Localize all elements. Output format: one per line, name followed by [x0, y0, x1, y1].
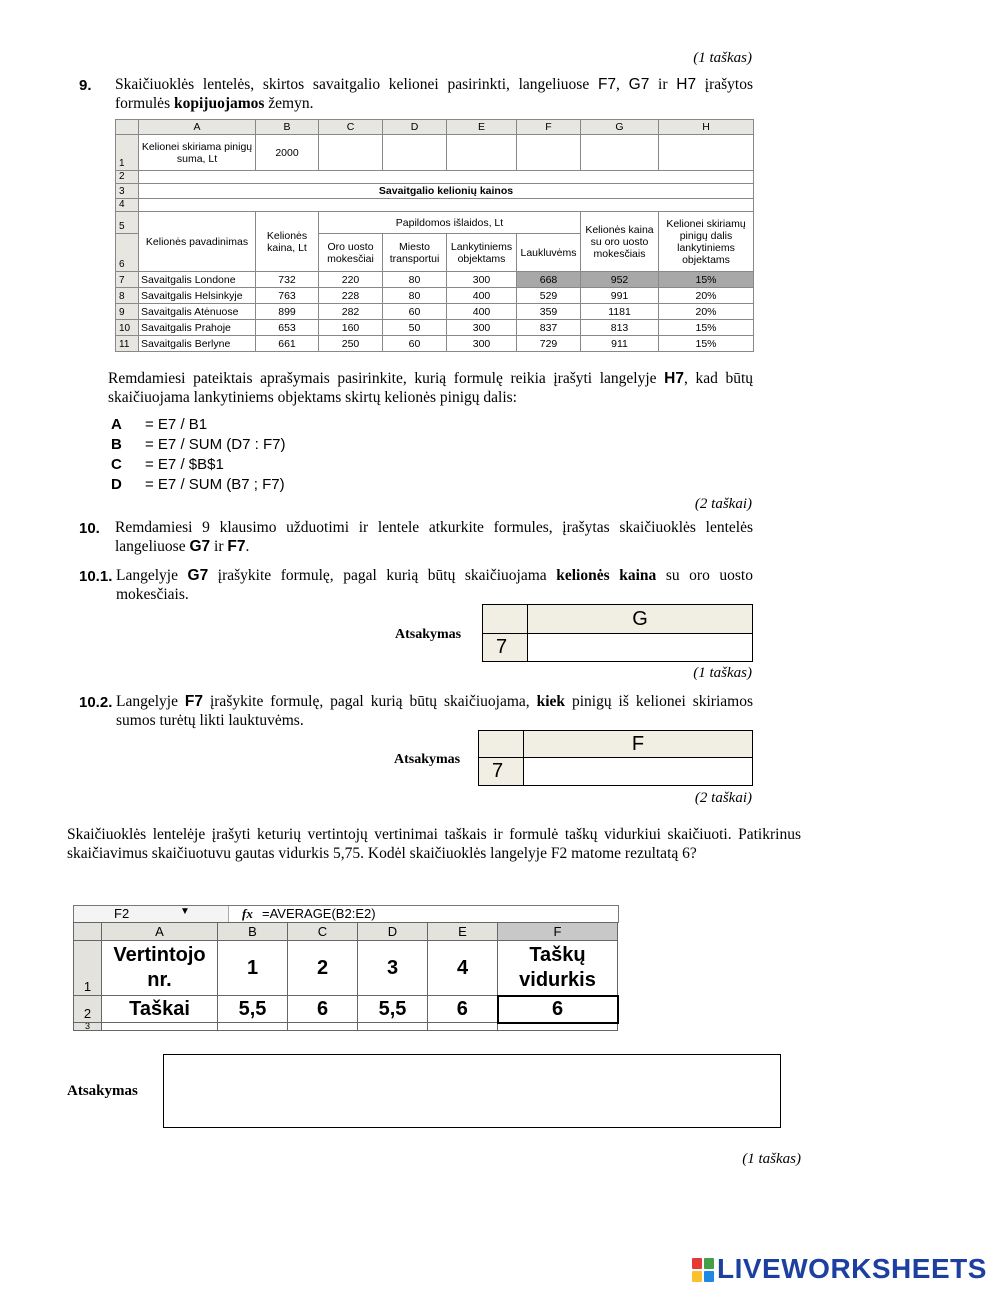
- airport-fee: 250: [319, 336, 383, 352]
- row-header: 3: [116, 184, 139, 199]
- header-leisure: Laukluvėms: [517, 234, 581, 272]
- airport-fee: 220: [319, 272, 383, 288]
- score-2: 6: [288, 996, 358, 1023]
- row-header: 7: [116, 272, 139, 288]
- col-f: F: [517, 120, 581, 135]
- table-title: Savaitgalio kelionių kainos: [139, 184, 754, 199]
- average-label: Taškų vidurkis: [498, 941, 618, 996]
- col-g-header: G: [528, 605, 753, 634]
- score-1: 5,5: [218, 996, 288, 1023]
- rater-label: Vertintojo nr.: [102, 941, 218, 996]
- rater-2: 2: [288, 941, 358, 996]
- trip-name: Savaitgalis Londone: [139, 272, 256, 288]
- q10-1-number: 10.1.: [79, 568, 113, 585]
- formula-text[interactable]: =AVERAGE(B2:E2): [262, 906, 376, 921]
- column-header-row: [116, 120, 754, 135]
- trip-price: 661: [256, 336, 319, 352]
- sheet-row-3: [116, 184, 754, 199]
- points-label: Taškai: [102, 996, 218, 1023]
- travel-spreadsheet: [115, 119, 754, 352]
- row-header: 1: [74, 941, 102, 996]
- header-price: Kelionės kaina, Lt: [256, 212, 319, 272]
- q9-question: Remdamiesi pateiktais aprašymais pasirinkite, kurią formulę reikia įrašyti langelyje H7, kad būtų skaičiuojama lankytiniems objektams skirtų kelionės pinigų dalis:: [108, 370, 753, 406]
- share-cell: 20%: [659, 304, 754, 320]
- option-a[interactable]: A = E7 / B1: [111, 416, 208, 433]
- q11-answer-box[interactable]: [163, 1054, 781, 1128]
- share-cell: 15%: [659, 336, 754, 352]
- sheet-row-2: [74, 996, 618, 1023]
- f7-answer-cell[interactable]: [524, 758, 753, 786]
- q10-2-answer-grid: [478, 730, 753, 786]
- col-b: B: [218, 923, 288, 941]
- corner-cell: [479, 731, 524, 758]
- header-name: Kelionės pavadinimas: [139, 212, 256, 272]
- leisure-cell: 837: [517, 320, 581, 336]
- rater-4: 4: [428, 941, 498, 996]
- trip-name: Savaitgalis Berlyne: [139, 336, 256, 352]
- header-total: Kelionės kaina su oro uosto mokesčiais: [581, 212, 659, 272]
- airport-fee: 282: [319, 304, 383, 320]
- sights-cost: 300: [447, 320, 517, 336]
- col-e: E: [428, 923, 498, 941]
- sights-cost: 300: [447, 336, 517, 352]
- leisure-cell: 359: [517, 304, 581, 320]
- corner-cell: [74, 923, 102, 941]
- col-c: C: [288, 923, 358, 941]
- row-7-header: 7: [483, 634, 528, 662]
- liveworksheets-logo: [692, 1253, 996, 1286]
- sights-cost: 400: [447, 304, 517, 320]
- share-cell: 15%: [659, 272, 754, 288]
- row-header: 2: [74, 996, 102, 1023]
- option-b[interactable]: B = E7 / SUM (D7 : F7): [111, 436, 286, 453]
- row-header: 6: [116, 234, 139, 272]
- col-f-header: F: [524, 731, 753, 758]
- rater-3: 3: [358, 941, 428, 996]
- airport-fee: 228: [319, 288, 383, 304]
- trip-price: 653: [256, 320, 319, 336]
- column-header-row: [74, 923, 618, 941]
- trip-price: 732: [256, 272, 319, 288]
- logo-grid-icon: [692, 1258, 714, 1282]
- total-cell: 1181: [581, 304, 659, 320]
- share-cell: 15%: [659, 320, 754, 336]
- budget-label: Kelionei skiriama pinigų suma, Lt: [139, 135, 256, 171]
- q10-2-text: Langelyje F7 įrašykite formulę, pagal kurią būtų skaičiuojama, kiek pinigų iš kelionei skiriamos sumos turėtų likti lauktuvėms.: [116, 693, 753, 729]
- row-header: 10: [116, 320, 139, 336]
- row-header: 11: [116, 336, 139, 352]
- transport-cost: 80: [383, 288, 447, 304]
- total-cell: 813: [581, 320, 659, 336]
- g7-answer-cell[interactable]: [528, 634, 753, 662]
- sheet-row-4: [116, 199, 754, 212]
- sights-cost: 300: [447, 272, 517, 288]
- sheet-row-3: [74, 1023, 618, 1031]
- row-header: 8: [116, 288, 139, 304]
- name-box[interactable]: F2 ▼: [74, 906, 229, 922]
- total-cell: 952: [581, 272, 659, 288]
- q10-1-points: (1 taškas): [693, 665, 752, 681]
- average-result: 6: [498, 996, 618, 1023]
- budget-value: 2000: [256, 135, 319, 171]
- option-c[interactable]: C = E7 / $B$1: [111, 456, 224, 473]
- trip-name: Savaitgalis Prahoje: [139, 320, 256, 336]
- row-7-header: 7: [479, 758, 524, 786]
- header-sights: Lankytiniems objektams: [447, 234, 517, 272]
- rater-1: 1: [218, 941, 288, 996]
- header-airport: Oro uosto mokesčiai: [319, 234, 383, 272]
- q10-text: Remdamiesi 9 klausimo užduotimi ir lentele atkurkite formules, įrašytas skaičiuoklės lentelės langeliuose G7 ir F7.: [115, 519, 753, 555]
- col-e: E: [447, 120, 517, 135]
- table-row: [116, 288, 754, 304]
- q9-text: Skaičiuoklės lentelės, skirtos savaitgalio kelionei pasirinkti, langeliuose F7, G7 ir H7 įrašytos formulės kopijuojamos žemyn.: [115, 76, 754, 112]
- dropdown-arrow-icon[interactable]: ▼: [180, 906, 190, 917]
- row-header: 9: [116, 304, 139, 320]
- row-header: 5: [116, 212, 139, 234]
- transport-cost: 60: [383, 336, 447, 352]
- sheet-row-5: [116, 212, 754, 234]
- q10-1-answer-grid: [482, 604, 753, 662]
- q10-2-number: 10.2.: [79, 694, 113, 711]
- header-extra: Papildomos išlaidos, Lt: [319, 212, 581, 234]
- score-3: 5,5: [358, 996, 428, 1023]
- sheet-row-1: [116, 135, 754, 171]
- option-d[interactable]: D = E7 / SUM (B7 ; F7): [111, 476, 285, 493]
- transport-cost: 80: [383, 272, 447, 288]
- table-row: [116, 336, 754, 352]
- transport-cost: 60: [383, 304, 447, 320]
- col-g: G: [581, 120, 659, 135]
- col-b: B: [256, 120, 319, 135]
- col-f: F: [498, 923, 618, 941]
- trip-price: 763: [256, 288, 319, 304]
- q11-answer-label: Atsakymas: [67, 1083, 138, 1099]
- col-d: D: [383, 120, 447, 135]
- top-points: (1 taškas): [693, 50, 752, 66]
- table-row: [116, 304, 754, 320]
- total-cell: 911: [581, 336, 659, 352]
- col-a: A: [139, 120, 256, 135]
- corner-cell: [116, 120, 139, 135]
- function-icon: fx: [242, 906, 253, 921]
- q9-options: [111, 415, 511, 495]
- col-h: H: [659, 120, 754, 135]
- row-header: 2: [116, 171, 139, 184]
- sights-cost: 400: [447, 288, 517, 304]
- trip-name: Savaitgalis Atėnuose: [139, 304, 256, 320]
- leisure-cell: 668: [517, 272, 581, 288]
- col-c: C: [319, 120, 383, 135]
- col-d: D: [358, 923, 428, 941]
- sheet-row-1: [74, 941, 618, 996]
- q11-text: Skaičiuoklės lentelėje įrašyti keturių vertintojų vertinimai taškais ir formulė taškų vidurkiui skaičiuoti. Patikrinus skaičiavimus skaičiuotuvu gautas vidurkis 5,75. Kodėl skaičiuoklės langelyje F2 matome rezultatą 6?: [67, 826, 801, 862]
- q10-1-text: Langelyje G7 įrašykite formulę, pagal kurią būtų skaičiuojama kelionės kaina su oro uosto mokesčiais.: [116, 567, 753, 603]
- header-share: Kelionei skiriamų pinigų dalis lankytiniems objektams: [659, 212, 754, 272]
- leisure-cell: 729: [517, 336, 581, 352]
- q10-1-answer-label: Atsakymas: [395, 627, 462, 642]
- q10-2-answer-label: Atsakymas: [394, 752, 461, 767]
- row-header: 1: [116, 135, 139, 171]
- row-header: 3: [74, 1023, 102, 1031]
- trip-price: 899: [256, 304, 319, 320]
- logo-text: LIVEWORKSHEETS: [717, 1253, 987, 1284]
- leisure-cell: 529: [517, 288, 581, 304]
- q10-2-points: (2 taškai): [694, 790, 752, 806]
- transport-cost: 50: [383, 320, 447, 336]
- sheet-row-2: [116, 171, 754, 184]
- q10-number: 10.: [79, 520, 100, 537]
- table-row: [116, 272, 754, 288]
- scores-spreadsheet: [73, 922, 619, 1031]
- score-4: 6: [428, 996, 498, 1023]
- airport-fee: 160: [319, 320, 383, 336]
- share-cell: 20%: [659, 288, 754, 304]
- header-transport: Miesto transportui: [383, 234, 447, 272]
- q11-points: (1 taškas): [742, 1151, 801, 1167]
- total-cell: 991: [581, 288, 659, 304]
- table-row: [116, 320, 754, 336]
- corner-cell: [483, 605, 528, 634]
- trip-name: Savaitgalis Helsinkyje: [139, 288, 256, 304]
- row-header: 4: [116, 199, 139, 212]
- formula-bar: [73, 905, 619, 923]
- q9-number: 9.: [79, 77, 92, 94]
- q9-points: (2 taškai): [694, 496, 752, 512]
- col-a: A: [102, 923, 218, 941]
